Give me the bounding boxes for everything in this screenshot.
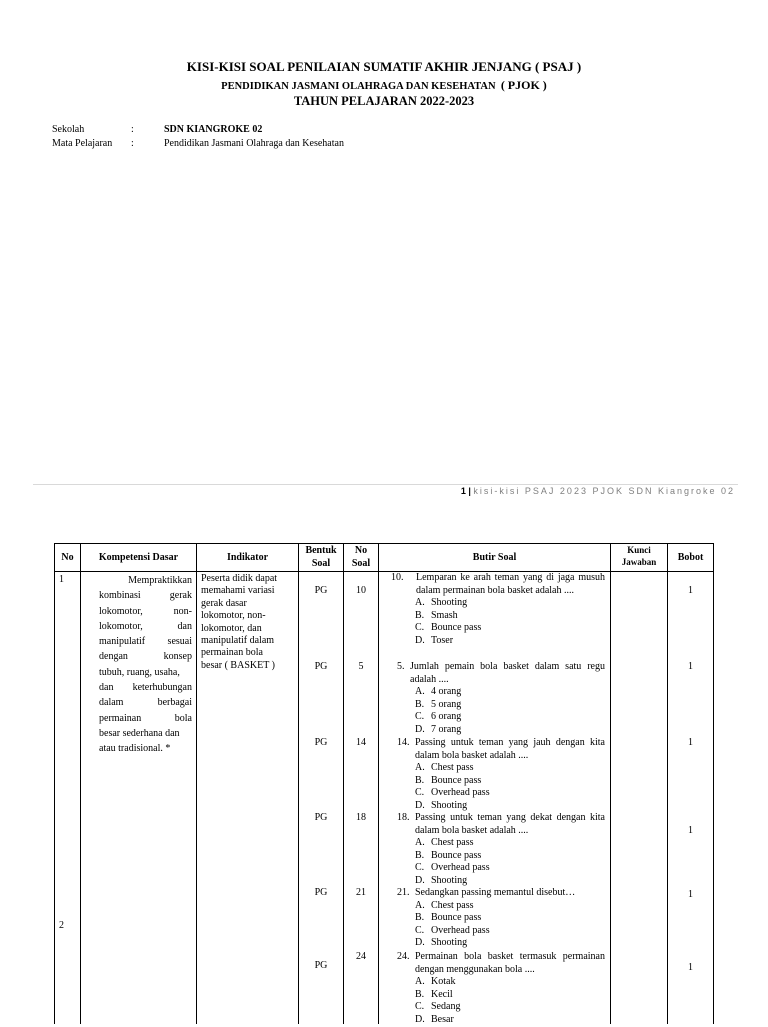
indikator-text (201, 573, 296, 672)
answer-option (383, 912, 605, 925)
header-indikator: Indikator (226, 552, 269, 563)
bentuk-soal: PG (314, 661, 328, 672)
kd-line: tubuh, ruang, usaha, (99, 666, 180, 678)
meta-value-mapel: Pendidikan Jasmani Olahraga dan Kesehatan (164, 138, 344, 149)
header-bentuk-line2: Soal (311, 558, 331, 569)
footer-separator: | (465, 486, 474, 496)
table-col-line (713, 543, 714, 1024)
option-letter: B. (415, 609, 425, 621)
kd-line: lokomotor, dan (99, 620, 192, 632)
question-item (383, 572, 605, 648)
header-no-soal (344, 544, 378, 570)
answer-option (383, 711, 605, 724)
option-letter: A. (415, 976, 425, 988)
option-text: Overhead pass (431, 924, 490, 936)
answer-option (383, 724, 605, 737)
question-number: 10. (391, 572, 404, 583)
question-item (383, 661, 605, 737)
meta-sep: : (131, 124, 134, 135)
nomor-soal: 14 (356, 737, 366, 748)
option-letter: C. (415, 711, 425, 723)
header-nosoal-line1: No (354, 545, 368, 556)
option-text: Shooting (431, 597, 468, 609)
question-number: 21. (397, 887, 410, 898)
option-text: Shooting (431, 799, 468, 811)
header-kompetensi-dasar: Kompetensi Dasar (98, 552, 179, 563)
question-text: Sedangkan passing memantul disebut… (415, 887, 576, 898)
answer-option (383, 622, 605, 635)
question-text: Jumlah pemain bola basket dalam satu regu adalah .... (410, 661, 605, 685)
row-number: 2 (59, 920, 64, 931)
page-number: 1 (460, 486, 466, 496)
option-text: Bounce pass (431, 774, 482, 786)
answer-option (383, 597, 605, 610)
option-letter: A. (415, 597, 425, 609)
option-letter: D. (415, 634, 425, 646)
header-kunci-line1: Kunci (627, 545, 651, 555)
table-col-line (298, 543, 299, 1024)
header-bentuk-soal (299, 544, 343, 570)
indikator-line: memahami variasi (201, 585, 275, 597)
table-col-line (610, 543, 611, 1024)
meta-sep: : (131, 138, 134, 149)
option-text: Bounce pass (431, 849, 482, 861)
option-text: Kotak (431, 976, 456, 988)
meta-label-sekolah: Sekolah (52, 124, 85, 135)
nomor-soal: 5 (358, 661, 364, 672)
option-letter: A. (415, 686, 425, 698)
indikator-line: lokomotor, dan (201, 622, 262, 634)
bobot-value: 1 (688, 889, 693, 900)
answer-option (383, 800, 605, 813)
answer-option (383, 1001, 605, 1014)
nomor-soal: 18 (356, 812, 366, 823)
question-text: Passing untuk teman yang jauh dengan kita dalam bola basket adalah .... (415, 737, 605, 761)
question-stem (383, 661, 605, 686)
option-letter: C. (415, 924, 425, 936)
option-letter: B. (415, 698, 425, 710)
answer-option (383, 937, 605, 950)
option-text: Toser (431, 634, 454, 646)
question-number: 5. (397, 661, 405, 672)
option-text: 6 orang (431, 711, 462, 723)
table-col-line (378, 543, 379, 1024)
table-col-line (80, 543, 81, 1024)
indikator-line: permainan bola (201, 647, 263, 659)
table-col-line (667, 543, 668, 1024)
indikator-line: gerak dasar (201, 597, 247, 609)
option-letter: D. (415, 1013, 425, 1025)
option-text: 7 orang (431, 723, 462, 735)
option-text: Chest pass (431, 899, 474, 911)
question-item (383, 887, 605, 950)
option-letter: B. (415, 774, 425, 786)
kd-line: manipulatif sesuai (99, 636, 192, 648)
kd-line: atau tradisional. * (99, 743, 171, 755)
option-text: Chest pass (431, 837, 474, 849)
option-letter: C. (415, 787, 425, 799)
answer-option (383, 989, 605, 1002)
option-text: Bounce pass (431, 622, 482, 634)
bentuk-soal: PG (314, 960, 328, 971)
option-text: Smash (431, 609, 458, 621)
kd-line: Mempraktikkan (128, 575, 192, 586)
footer-text: kisi-kisi PSAJ 2023 PJOK SDN Kiangroke 02 (473, 486, 735, 496)
question-stem (383, 887, 605, 900)
answer-option (383, 837, 605, 850)
question-item (383, 951, 605, 1027)
option-text: Overhead pass (431, 787, 490, 799)
question-item (383, 737, 605, 813)
option-letter: A. (415, 762, 425, 774)
option-letter: B. (415, 849, 425, 861)
question-number: 14. (397, 737, 410, 748)
indikator-line: manipulatif dalam (201, 635, 275, 647)
question-stem (383, 812, 605, 837)
header-bentuk-line1: Bentuk (305, 545, 337, 556)
option-letter: C. (415, 622, 425, 634)
kd-line: kombinasi gerak (99, 590, 192, 602)
row-number: 1 (59, 574, 64, 585)
question-number: 24. (397, 951, 410, 962)
question-text: Permainan bola basket termasuk permainan dengan menggunakan bola .... (415, 951, 605, 975)
option-letter: D. (415, 937, 425, 949)
answer-option (383, 775, 605, 788)
answer-option (383, 787, 605, 800)
page-title: KISI-KISI SOAL PENILAIAN SUMATIF AKHIR JENJANG ( PSAJ ) (186, 59, 582, 74)
option-text: Chest pass (431, 762, 474, 774)
table-col-line (196, 543, 197, 1024)
kd-line: permainan bola (99, 712, 192, 724)
bobot-value: 1 (688, 661, 693, 672)
answer-option (383, 635, 605, 648)
bentuk-soal: PG (314, 812, 328, 823)
indikator-line: Peserta didik dapat (201, 573, 278, 584)
option-letter: B. (415, 912, 425, 924)
option-text: 4 orang (431, 686, 462, 698)
nomor-soal: 24 (356, 951, 366, 962)
answer-option (383, 686, 605, 699)
indikator-line: besar ( BASKET ) (201, 659, 275, 671)
answer-option (383, 976, 605, 989)
page-footer (0, 486, 735, 496)
option-text: Sedang (431, 1001, 461, 1013)
question-stem (383, 737, 605, 762)
header-nosoal-line2: Soal (351, 558, 371, 569)
answer-option (383, 610, 605, 623)
header-butir-soal: Butir Soal (472, 552, 517, 563)
option-letter: B. (415, 988, 425, 1000)
nomor-soal: 21 (356, 887, 366, 898)
kompetensi-dasar-text (99, 573, 192, 757)
table-col-line (54, 543, 55, 1024)
school-year: TAHUN PELAJARAN 2022-2023 (293, 94, 475, 108)
bentuk-soal: PG (314, 737, 328, 748)
question-stem (383, 951, 605, 976)
header-bobot: Bobot (677, 552, 704, 563)
kd-line: lokomotor, non- (99, 605, 192, 617)
option-text: 5 orang (431, 698, 462, 710)
question-text: Lemparan ke arah teman yang di jaga musuh dalam permainan bola basket adalah .... (416, 572, 605, 596)
option-text: Shooting (431, 937, 468, 949)
bobot-value: 1 (688, 962, 693, 973)
option-text: Overhead pass (431, 862, 490, 874)
option-text: Shooting (431, 874, 468, 886)
answer-option (383, 925, 605, 938)
subject-title (0, 78, 768, 93)
bobot-value: 1 (688, 825, 693, 836)
kd-line: besar sederhana dan (99, 727, 180, 739)
answer-option (383, 875, 605, 888)
question-item (383, 812, 605, 888)
option-text: Bounce pass (431, 912, 482, 924)
question-number: 18. (397, 812, 410, 823)
answer-option (383, 850, 605, 863)
option-letter: D. (415, 799, 425, 811)
question-stem (383, 572, 605, 597)
indikator-line: lokomotor, non- (201, 610, 266, 622)
bentuk-soal: PG (314, 585, 328, 596)
meta-label-mapel: Mata Pelajaran (52, 138, 113, 149)
header-no: No (61, 552, 74, 563)
meta-value-sekolah: SDN KIANGROKE 02 (164, 124, 263, 135)
answer-option (383, 1014, 605, 1027)
bobot-value: 1 (688, 737, 693, 748)
answer-option (383, 762, 605, 775)
subject-title-text: PENDIDIKAN JASMANI OLAHRAGA DAN KESEHATAN (221, 81, 496, 92)
bentuk-soal: PG (314, 887, 328, 898)
option-text: Kecil (431, 988, 453, 1000)
question-text: Passing untuk teman yang dekat dengan kita dalam bola basket adalah .... (415, 812, 605, 836)
answer-option (383, 862, 605, 875)
subject-abbr: ( PJOK ) (500, 78, 547, 92)
footer-rule (33, 484, 738, 485)
kd-line: dengan konsep (99, 651, 192, 663)
option-letter: A. (415, 899, 425, 911)
bobot-value: 1 (688, 585, 693, 596)
nomor-soal: 10 (356, 585, 366, 596)
option-letter: A. (415, 837, 425, 849)
answer-option (383, 900, 605, 913)
option-letter: C. (415, 1001, 425, 1013)
kd-line: dalam berbagai (99, 697, 192, 709)
answer-option (383, 699, 605, 712)
option-letter: D. (415, 723, 425, 735)
header-kunci-jawaban (611, 544, 667, 568)
kd-line: dan keterhubungan (99, 682, 192, 694)
option-text: Besar (431, 1013, 454, 1025)
option-letter: C. (415, 862, 425, 874)
option-letter: D. (415, 874, 425, 886)
header-kunci-line2: Jawaban (621, 557, 657, 567)
